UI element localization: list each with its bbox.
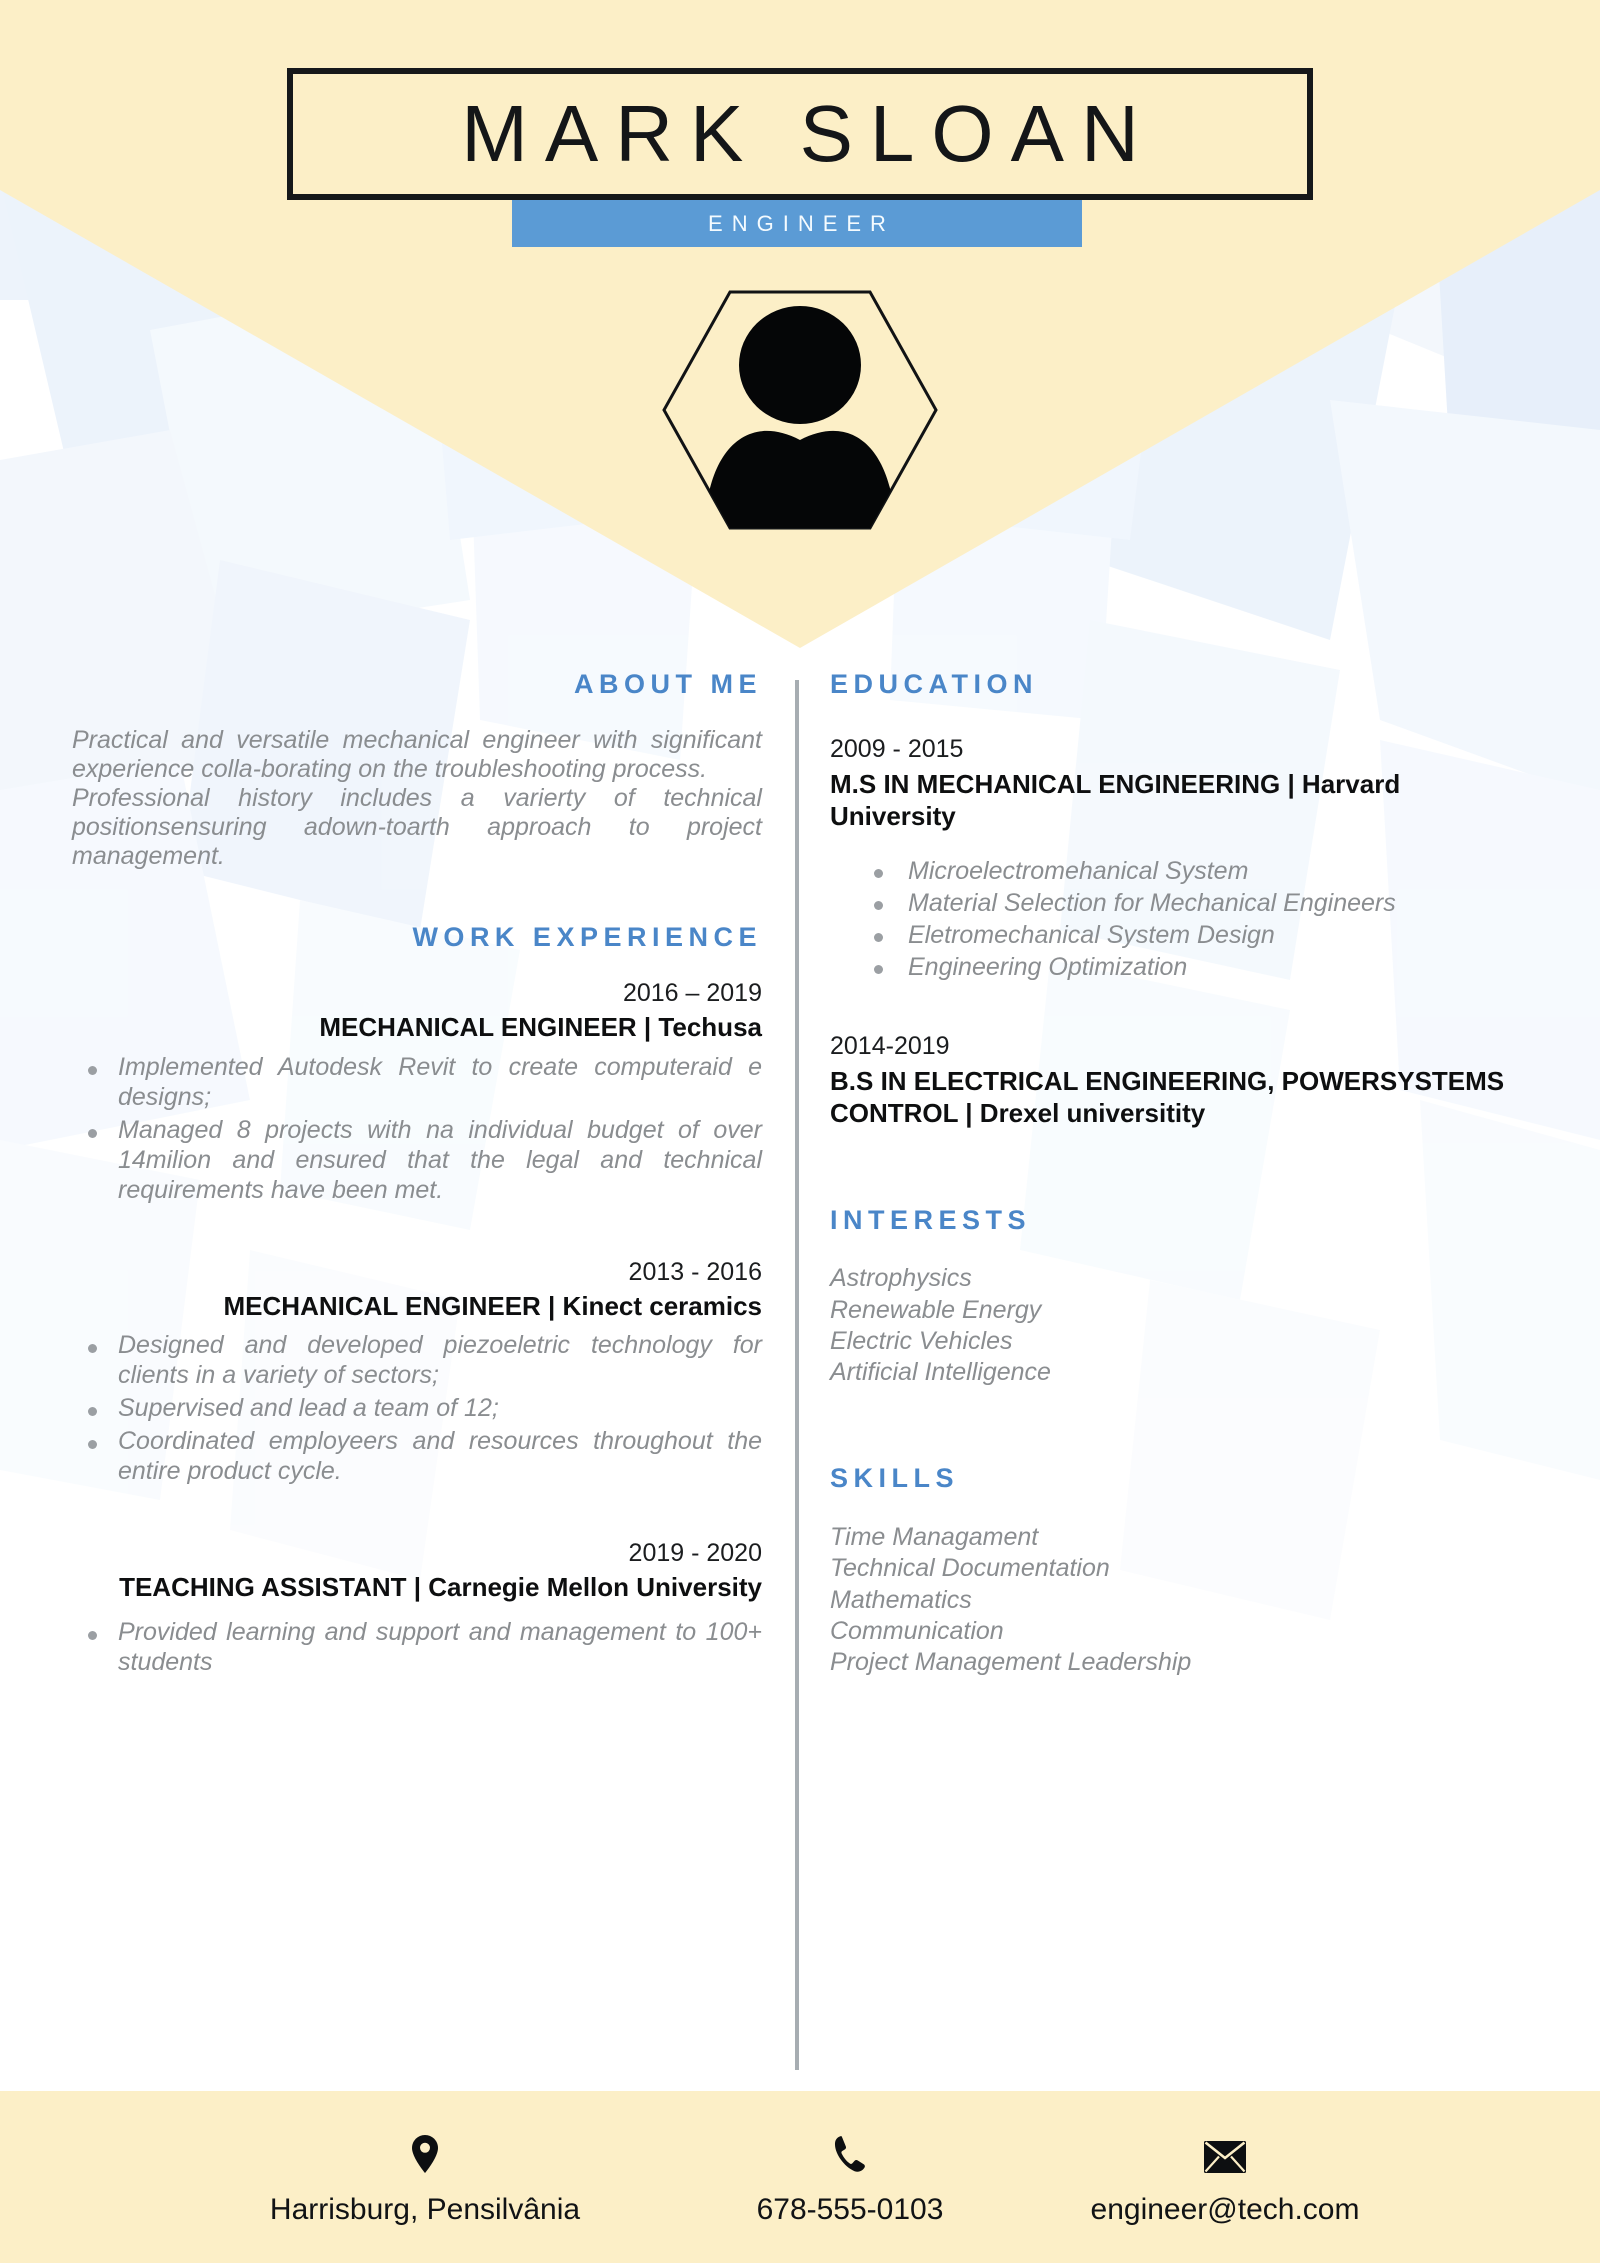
role-banner [512,200,1082,247]
education-entry [830,734,1530,983]
left-column [72,650,762,1680]
work-entry [72,978,762,1204]
list-item: Managed 8 projects with na individual budget of over 14milion and ensured that the legal and technical requirements have been met. [72,1115,762,1205]
about-paragraph: Practical and versatile mechanical engineer with significant experience colla-borating on the troubleshooting process. [72,725,762,783]
contact-email-text: engineer@tech.com [1090,2193,1360,2226]
section-heading-work-experience: WORK EXPERIENCE [412,921,762,952]
education-entry-date: 2009 - 2015 [830,734,964,763]
list-item: Coordinated employeers and resources throughout the entire product cycle. [72,1426,762,1486]
about-paragraph: Professional history includes a varierty of technical positionsensuring adown-toarth approach to project management. [72,783,762,870]
person-hexagon-icon [660,288,940,532]
list-item: Electric Vehicles [830,1326,1013,1355]
list-item: Communication [830,1616,1004,1645]
list-item: Technical Documentation [830,1554,1110,1583]
work-entry-bullets [72,1330,762,1486]
work-entry-title: MECHANICAL ENGINEER | Techusa [319,1012,762,1043]
list-item: Supervised and lead a team of 12; [72,1393,762,1423]
work-entry-title: TEACHING ASSISTANT | Carnegie Mellon University [119,1571,762,1602]
contact-row [0,2091,1600,2263]
right-column [830,650,1530,1678]
resume-body [0,650,1600,2085]
interests-list [830,1263,1530,1388]
contact-footer [0,2091,1600,2263]
list-item: Renewable Energy [830,1295,1042,1324]
work-entry [72,1257,762,1486]
work-entry-date: 2016 – 2019 [622,979,762,1008]
map-pin-icon [412,2127,438,2173]
work-entry-title: MECHANICAL ENGINEER | Kinect ceramics [223,1290,762,1321]
list-item: Engineering Optimization [860,951,1530,983]
role-label: ENGINEER [708,210,895,236]
name-frame [287,68,1313,200]
work-entry-bullets [72,1617,762,1677]
list-item: Astrophysics [830,1264,972,1293]
list-item: Artificial Intelligence [830,1358,1051,1387]
contact-location-text: Harrisburg, Pensilvânia [269,2193,581,2226]
work-entry-bullets [72,1052,762,1205]
envelope-icon [1204,2127,1246,2173]
contact-phone-text: 678-555-0103 [756,2193,944,2226]
page-title: MARK SLOAN [461,89,1156,178]
section-heading-interests: INTERESTS [830,1204,1032,1235]
list-item: Material Selection for Mechanical Engineers [860,887,1530,919]
column-divider [795,680,799,2070]
list-item: Eletromechanical System Design [860,919,1530,951]
about-me-text [72,726,762,871]
list-item: Project Management Leadership [830,1648,1192,1677]
contact-email [1015,2127,1435,2227]
education-entry [830,1031,1530,1130]
education-entry-title: M.S IN MECHANICAL ENGINEERING | Harvard University [830,768,1401,832]
skills-list [830,1522,1530,1678]
list-item: Provided learning and support and management to 100+ students [72,1617,762,1677]
contact-phone [685,2127,1015,2227]
work-entry-date: 2013 - 2016 [628,1257,762,1286]
list-item: Implemented Autodesk Revit to create computeraid e designs; [72,1052,762,1112]
list-item: Time Managament [830,1523,1039,1552]
list-item: Microelectromehanical System [860,855,1530,887]
phone-icon [834,2127,866,2173]
education-entry-bullets [860,855,1530,983]
section-heading-skills: SKILLS [830,1463,960,1494]
education-entry-title: B.S IN ELECTRICAL ENGINEERING, POWERSYSTEMS CONTROL | Drexel universitity [830,1065,1505,1129]
work-entry-date: 2019 - 2020 [628,1538,762,1567]
list-item: Designed and developed piezoeletric technology for clients in a variety of sectors; [72,1330,762,1390]
section-heading-education: EDUCATION [830,669,1038,699]
section-heading-about-me: ABOUT ME [574,669,762,699]
work-entry [72,1538,762,1677]
contact-location [165,2127,685,2227]
education-entry-date: 2014-2019 [830,1031,950,1060]
list-item: Mathematics [830,1585,972,1614]
